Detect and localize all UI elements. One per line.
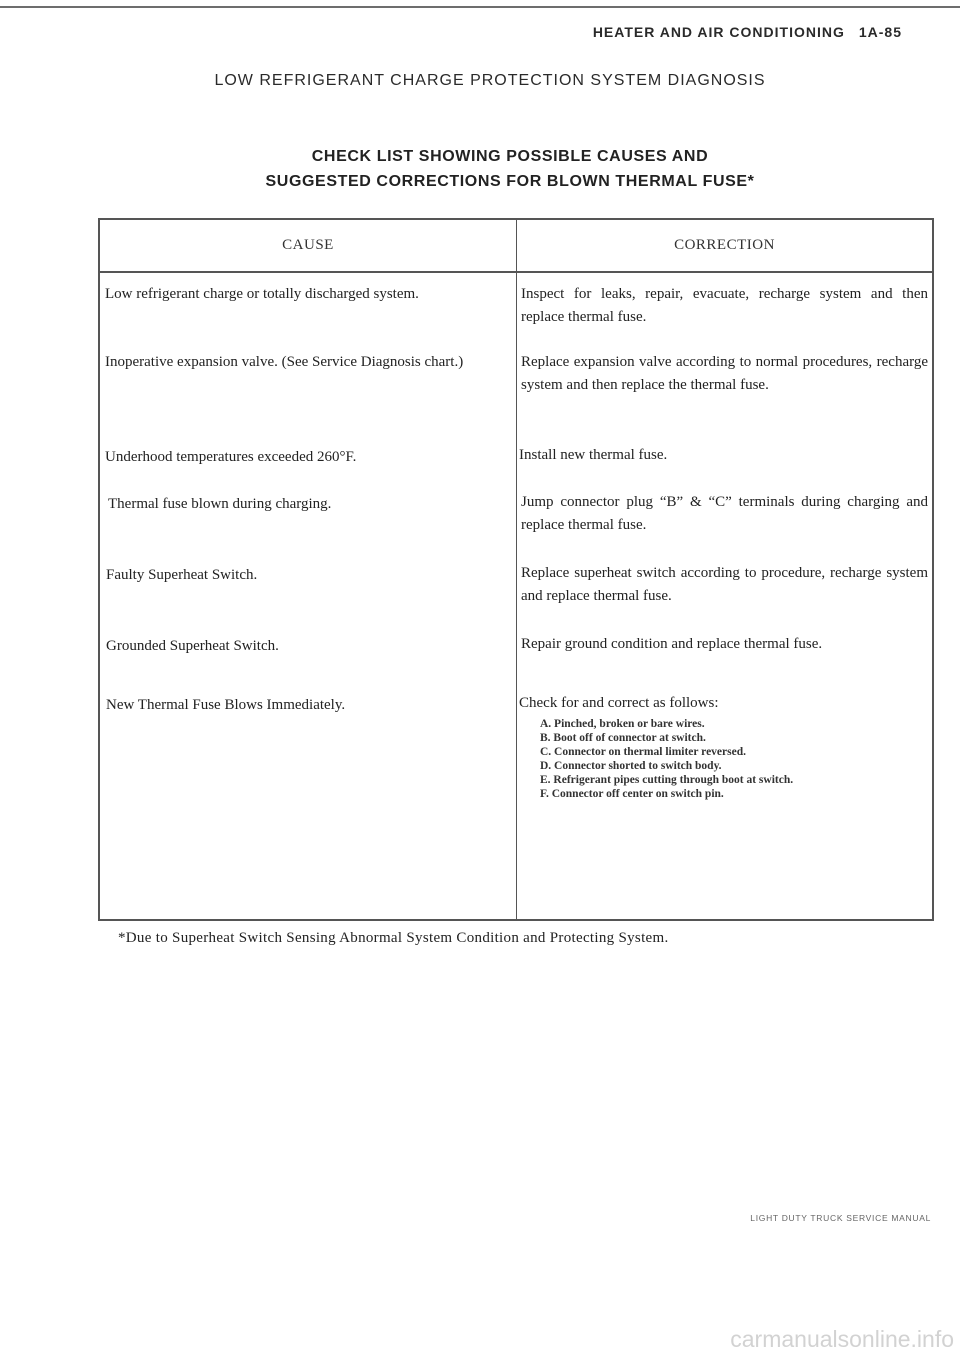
cause-cell: Low refrigerant charge or totally discharged system. <box>105 286 419 302</box>
column-divider <box>516 220 517 919</box>
footnote: *Due to Superheat Switch Sensing Abnormal System Condition and Protecting System. <box>118 930 669 946</box>
correction-sub-item: F. Connector off center on switch pin. <box>540 788 724 800</box>
column-header-correction: CORRECTION <box>674 237 775 253</box>
manual-name: LIGHT DUTY TRUCK SERVICE MANUAL <box>750 1213 931 1223</box>
top-rule <box>0 6 960 8</box>
correction-cell: Replace superheat switch according to procedure, recharge system and replace thermal fuse. <box>521 565 928 604</box>
correction-cell: Inspect for leaks, repair, evacuate, recharge system and then replace thermal fuse. <box>521 286 928 325</box>
correction-cell: Install new thermal fuse. <box>519 447 668 463</box>
correction-sub-item: E. Refrigerant pipes cutting through boot at switch. <box>540 774 794 786</box>
watermark: carmanualsonline.info <box>730 1326 954 1352</box>
checklist-title-line-2: SUGGESTED CORRECTIONS FOR BLOWN THERMAL FUSE* <box>265 173 755 190</box>
checklist-title-line-1: CHECK LIST SHOWING POSSIBLE CAUSES AND <box>311 148 709 165</box>
correction-cell: Repair ground condition and replace thermal fuse. <box>521 636 823 652</box>
page-header <box>593 24 902 40</box>
cause-cell: Inoperative expansion valve. (See Service Diagnosis chart.) <box>105 354 464 370</box>
correction-cell: Replace expansion valve according to normal procedures, recharge system and then replace the thermal fuse. <box>521 354 928 393</box>
correction-sub-item: A. Pinched, broken or bare wires. <box>540 718 705 730</box>
cause-cell: Faulty Superheat Switch. <box>106 567 258 583</box>
cause-cell: Underhood temperatures exceeded 260°F. <box>105 449 357 465</box>
correction-sub-item: C. Connector on thermal limiter reversed. <box>540 746 746 758</box>
header-divider <box>100 271 932 273</box>
correction-sub-item: D. Connector shorted to switch body. <box>540 760 722 772</box>
page-subtitle: LOW REFRIGERANT CHARGE PROTECTION SYSTEM DIAGNOSIS <box>214 72 766 89</box>
correction-cell: Jump connector plug “B” & “C” terminals during charging and replace thermal fuse. <box>521 494 928 533</box>
diagnosis-table <box>98 218 934 921</box>
cause-cell: Thermal fuse blown during charging. <box>108 496 332 512</box>
column-header-cause: CAUSE <box>282 237 334 253</box>
page-number: 1A-85 <box>858 24 902 40</box>
section-title: HEATER AND AIR CONDITIONING <box>592 24 845 40</box>
cause-cell: New Thermal Fuse Blows Immediately. <box>106 697 346 713</box>
cause-cell: Grounded Superheat Switch. <box>106 638 279 654</box>
correction-sub-item: B. Boot off of connector at switch. <box>540 732 706 744</box>
correction-cell: Check for and correct as follows: <box>519 695 719 711</box>
